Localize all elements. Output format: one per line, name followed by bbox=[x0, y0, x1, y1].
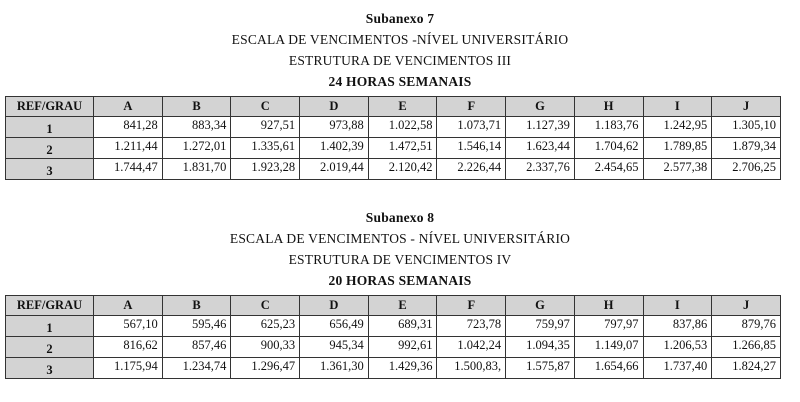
grade-header-c: C bbox=[231, 97, 300, 117]
grade-header-f: F bbox=[437, 296, 506, 316]
salary-cell: 689,31 bbox=[368, 316, 437, 337]
ref-cell: 3 bbox=[6, 159, 94, 180]
structure-title: ESTRUTURA DE VENCIMENTOS III bbox=[288, 53, 512, 68]
salary-cell: 1.824,27 bbox=[712, 358, 781, 379]
subanexo-7-section bbox=[0, 8, 800, 180]
salary-cell: 841,28 bbox=[94, 117, 163, 138]
salary-cell: 1.242,95 bbox=[643, 117, 712, 138]
hours-title: 24 HORAS SEMANAIS bbox=[328, 74, 472, 89]
ref-grau-header: REF/GRAU bbox=[6, 296, 94, 316]
salary-cell: 1.149,07 bbox=[574, 337, 643, 358]
grade-header-h: H bbox=[574, 97, 643, 117]
table-row bbox=[6, 138, 781, 159]
salary-cell: 1.094,35 bbox=[506, 337, 575, 358]
table-row bbox=[6, 337, 781, 358]
grade-header-e: E bbox=[368, 296, 437, 316]
salary-cell: 1.704,62 bbox=[574, 138, 643, 159]
salary-cell: 1.266,85 bbox=[712, 337, 781, 358]
salary-cell: 1.831,70 bbox=[162, 159, 231, 180]
salary-cell: 1.472,51 bbox=[368, 138, 437, 159]
grade-header-j: J bbox=[712, 296, 781, 316]
grade-header-i: I bbox=[643, 296, 712, 316]
salary-cell: 1.272,01 bbox=[162, 138, 231, 159]
salary-cell: 2.706,25 bbox=[712, 159, 781, 180]
salary-cell: 625,23 bbox=[231, 316, 300, 337]
salary-cell: 879,76 bbox=[712, 316, 781, 337]
salary-cell: 1.744,47 bbox=[94, 159, 163, 180]
ref-cell: 1 bbox=[6, 316, 94, 337]
salary-cell: 723,78 bbox=[437, 316, 506, 337]
grade-header-b: B bbox=[162, 97, 231, 117]
scale-title: ESCALA DE VENCIMENTOS -NÍVEL UNIVERSITÁRIO bbox=[231, 32, 569, 47]
salary-cell: 927,51 bbox=[231, 117, 300, 138]
grade-header-a: A bbox=[94, 97, 163, 117]
annex-title: Subanexo 8 bbox=[365, 210, 435, 225]
ref-cell: 1 bbox=[6, 117, 94, 138]
ref-cell: 3 bbox=[6, 358, 94, 379]
salary-cell: 973,88 bbox=[300, 117, 369, 138]
salary-cell: 1.183,76 bbox=[574, 117, 643, 138]
grade-header-f: F bbox=[437, 97, 506, 117]
salary-cell: 1.042,24 bbox=[437, 337, 506, 358]
salary-cell: 857,46 bbox=[162, 337, 231, 358]
salary-cell: 1.923,28 bbox=[231, 159, 300, 180]
salary-cell: 656,49 bbox=[300, 316, 369, 337]
table-row bbox=[6, 358, 781, 379]
salary-cell: 759,97 bbox=[506, 316, 575, 337]
structure-title: ESTRUTURA DE VENCIMENTOS IV bbox=[288, 252, 512, 267]
salary-cell: 1.206,53 bbox=[643, 337, 712, 358]
salary-cell: 1.022,58 bbox=[368, 117, 437, 138]
salary-cell: 1.211,44 bbox=[94, 138, 163, 159]
subanexo-8-section bbox=[0, 207, 800, 379]
table-header-row bbox=[6, 97, 781, 117]
salary-cell: 2.019,44 bbox=[300, 159, 369, 180]
salary-cell: 1.175,94 bbox=[94, 358, 163, 379]
salary-cell: 945,34 bbox=[300, 337, 369, 358]
grade-header-j: J bbox=[712, 97, 781, 117]
ref-cell: 2 bbox=[6, 337, 94, 358]
grade-header-c: C bbox=[231, 296, 300, 316]
grade-header-e: E bbox=[368, 97, 437, 117]
salary-cell: 567,10 bbox=[94, 316, 163, 337]
salary-cell: 797,97 bbox=[574, 316, 643, 337]
salary-cell: 2.120,42 bbox=[368, 159, 437, 180]
grade-header-d: D bbox=[300, 97, 369, 117]
salary-cell: 883,34 bbox=[162, 117, 231, 138]
scale-title: ESCALA DE VENCIMENTOS - NÍVEL UNIVERSITÁRIO bbox=[229, 231, 571, 246]
salary-cell: 595,46 bbox=[162, 316, 231, 337]
salary-cell: 1.500,83, bbox=[437, 358, 506, 379]
salary-table bbox=[5, 295, 781, 379]
salary-cell: 1.429,36 bbox=[368, 358, 437, 379]
salary-cell: 1.789,85 bbox=[643, 138, 712, 159]
grade-header-g: G bbox=[506, 296, 575, 316]
salary-cell: 1.654,66 bbox=[574, 358, 643, 379]
salary-cell: 1.127,39 bbox=[506, 117, 575, 138]
grade-header-h: H bbox=[574, 296, 643, 316]
salary-table bbox=[5, 96, 781, 180]
grade-header-g: G bbox=[506, 97, 575, 117]
grade-header-b: B bbox=[162, 296, 231, 316]
salary-cell: 992,61 bbox=[368, 337, 437, 358]
table-row bbox=[6, 117, 781, 138]
ref-cell: 2 bbox=[6, 138, 94, 159]
salary-cell: 837,86 bbox=[643, 316, 712, 337]
salary-cell: 1.879,34 bbox=[712, 138, 781, 159]
salary-cell: 1.361,30 bbox=[300, 358, 369, 379]
salary-cell: 1.546,14 bbox=[437, 138, 506, 159]
salary-cell: 1.073,71 bbox=[437, 117, 506, 138]
grade-header-i: I bbox=[643, 97, 712, 117]
salary-cell: 2.454,65 bbox=[574, 159, 643, 180]
hours-title: 20 HORAS SEMANAIS bbox=[328, 273, 472, 288]
salary-cell: 2.337,76 bbox=[506, 159, 575, 180]
salary-cell: 1.402,39 bbox=[300, 138, 369, 159]
grade-header-d: D bbox=[300, 296, 369, 316]
salary-cell: 2.577,38 bbox=[643, 159, 712, 180]
ref-grau-header: REF/GRAU bbox=[6, 97, 94, 117]
salary-cell: 1.737,40 bbox=[643, 358, 712, 379]
salary-cell: 816,62 bbox=[94, 337, 163, 358]
table-row bbox=[6, 159, 781, 180]
salary-cell: 1.335,61 bbox=[231, 138, 300, 159]
salary-cell: 1.234,74 bbox=[162, 358, 231, 379]
table-header-row bbox=[6, 296, 781, 316]
salary-cell: 1.575,87 bbox=[506, 358, 575, 379]
salary-cell: 1.305,10 bbox=[712, 117, 781, 138]
table-row bbox=[6, 316, 781, 337]
salary-cell: 2.226,44 bbox=[437, 159, 506, 180]
salary-cell: 1.623,44 bbox=[506, 138, 575, 159]
salary-cell: 900,33 bbox=[231, 337, 300, 358]
annex-title: Subanexo 7 bbox=[365, 11, 435, 26]
salary-cell: 1.296,47 bbox=[231, 358, 300, 379]
grade-header-a: A bbox=[94, 296, 163, 316]
